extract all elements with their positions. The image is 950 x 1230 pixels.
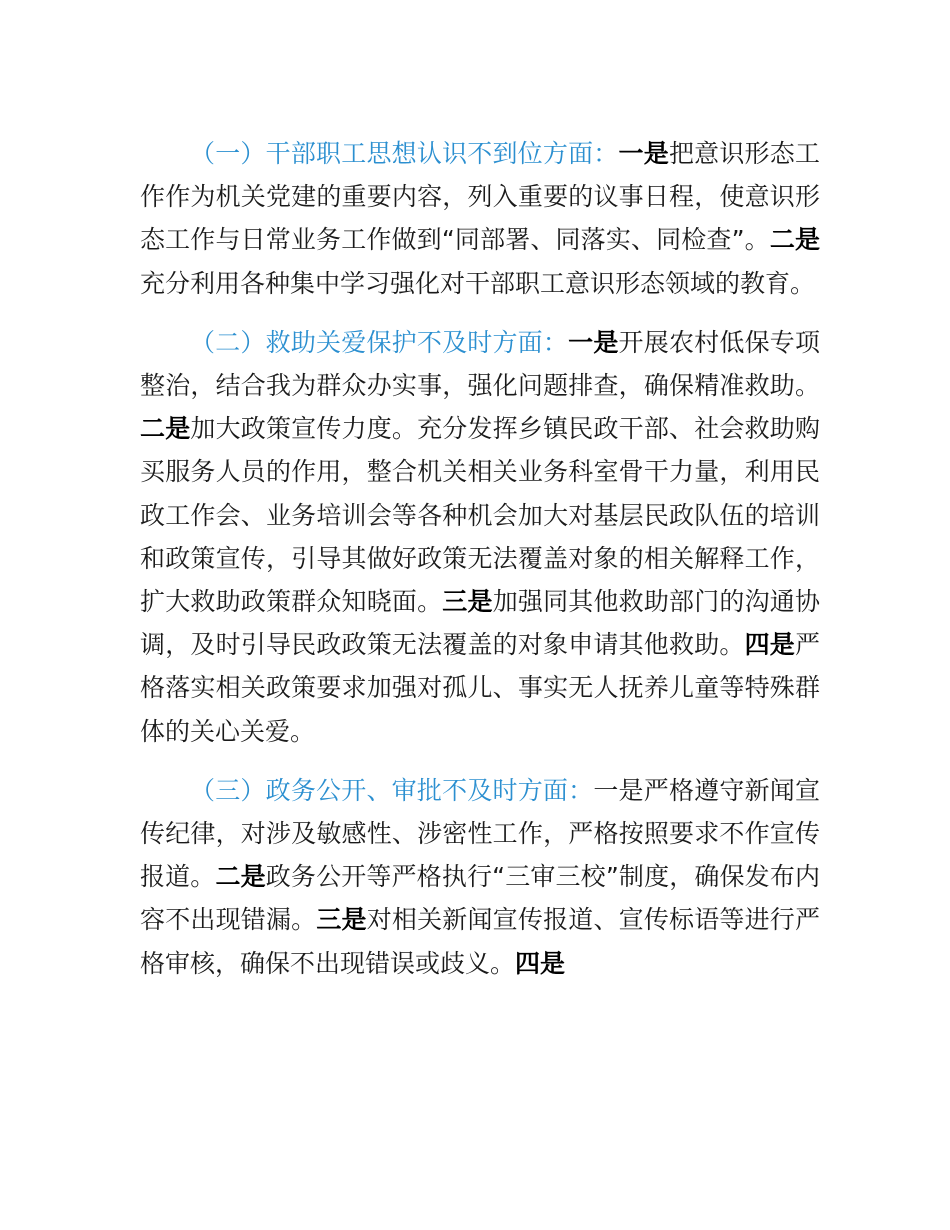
body-text: 严格落实相关政策要求加强对孤儿、事实无人抚养儿童等特殊群体的关心关爱。	[140, 630, 820, 746]
section-heading-2: （二）救助关爱保护不及时方面：	[190, 327, 569, 357]
ordinal-two: 二是	[140, 414, 191, 444]
ordinal-four: 四是	[744, 630, 795, 660]
paragraph-3	[140, 769, 820, 985]
ordinal-one: 一是	[568, 327, 619, 357]
body-text: 充分利用各种集中学习强化对干部职工意识形态领域的教育。	[140, 268, 816, 298]
body-text: 加强同其他救助部门的沟通协调，及时引导民政政策无法覆盖的对象申请其他救助。	[140, 587, 820, 660]
body-text: 把意识形态工作作为机关党建的重要内容，列入重要的议事日程，使意识形态工作与日常业务工作做到“同部署、同落实、同检查”。	[140, 139, 820, 255]
section-heading-1: （一）干部职工思想认识不到位方面：	[190, 139, 619, 168]
paragraph-1	[140, 132, 820, 305]
ordinal-two: 二是	[769, 225, 820, 255]
document-body	[140, 132, 820, 1001]
paragraph-2	[140, 321, 820, 753]
body-text: 一是严格遵守新闻宣传纪律，对涉及敏感性、涉密性工作，严格按照要求不作宣传报道。	[140, 775, 820, 892]
body-text: 政务公开等严格执行“三审三校”制度，确保发布内容不出现错漏。	[140, 862, 820, 935]
body-text: 开展农村低保专项整治，结合我为群众办实事，强化问题排查，确保精准救助。	[140, 327, 820, 401]
section-heading-3: （三）政务公开、审批不及时方面：	[190, 775, 594, 805]
ordinal-two: 二是	[215, 862, 266, 892]
body-text: 加大政策宣传力度。充分发挥乡镇民政干部、社会救助购买服务人员的作用，整合机关相关业务科室骨干力量，利用民政工作会、业务培训会等各种机会加大对基层民政队伍的培训和政策宣传，引导其做好政策无法覆盖对象的相关解释工作，扩大救助政策群众知晓面。	[140, 414, 820, 617]
ordinal-four: 四是	[515, 948, 566, 978]
ordinal-three: 三是	[316, 905, 367, 935]
ordinal-three: 三是	[442, 587, 493, 617]
body-text: 对相关新闻宣传报道、宣传标语等进行严格审核，确保不出现错误或歧义。	[140, 905, 820, 978]
ordinal-one: 一是	[618, 139, 669, 168]
